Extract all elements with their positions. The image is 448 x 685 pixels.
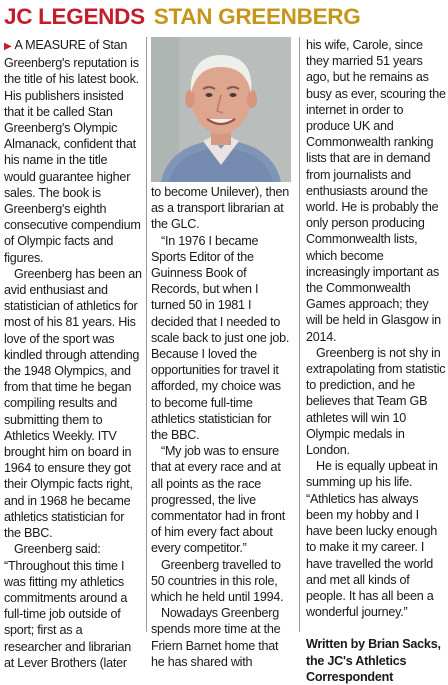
byline: Written by Brian Sacks, the JC's Athletics Correspondent <box>306 637 441 684</box>
paragraph: his wife, Carole, since they married 51 years ago, but he remains as busy as ever, scouring the internet in order to produce UK and Commonwealth ranking lists that are in demand from journalists and enthusiasts around the world. He is probably the only person producing Commonwealth lists, which become increasingly important as the Commonwealth Games approach; they will be held in Glasgow in 2014. <box>306 38 446 344</box>
paragraph: Nowadays Greenberg spends more time at the Friern Barnet home that he has shared with <box>151 606 281 669</box>
paragraph <box>4 37 142 266</box>
article-title: STAN GREENBERG <box>153 4 361 29</box>
paragraph: to become Unilever), then as a transport librarian at the GLC. <box>151 185 289 232</box>
article-column-2 <box>151 184 291 670</box>
column-divider <box>146 37 147 632</box>
paragraph: Greenberg is not shy in extrapolating from statistic to prediction, and he believes that Team GB athletes will win 10 Olympic medals in London. <box>306 345 446 458</box>
section-label: JC LEGENDS <box>4 4 145 29</box>
paragraph: Greenberg travelled to 50 countries in this role, which he held until 1994. <box>151 557 284 605</box>
article-column-3 <box>306 37 448 685</box>
paragraph: Greenberg said: “Throughout this time I was fitting my athletics commitments around a full-time job outside of sport; first as a researcher and librarian at Lever Brothers (later <box>4 542 132 670</box>
page-header <box>4 2 444 32</box>
arrow-icon: ▶ <box>4 41 12 52</box>
paragraph: Greenberg has been an avid enthusiast and statistician of athletics for most of his 81 years. His love of the sport was kindled through attending the 1948 Olympics, and from that time he began compiling results and submitting them to Athletics Weekly. ITV brought him on board in 1964 to ensure they got their Olympic facts right, and in 1968 he became athletics statistician for the BBC. <box>4 266 142 541</box>
article-column-1 <box>4 37 142 671</box>
paragraph: He is equally upbeat in summing up his life. “Athletics has always been my hobby and I have been lucky enough to make it my career. I have travelled the world and met all kinds of people. It has all been a wonderful journey.” <box>306 459 438 620</box>
paragraph: “In 1976 I became Sports Editor of the Guinness Book of Records, but when I turned 50 in 1981 I decided that I needed to scale back to just one job. Because I loved the opportunities for travel it afforded, my choice was to become full-time athletics statistician for the BBC. <box>151 233 290 443</box>
portrait-photo <box>151 37 291 182</box>
portrait-illustration <box>151 37 291 182</box>
column-divider <box>299 37 300 632</box>
paragraph: “My job was to ensure that at every race and at all points as the race progressed, the live commentator had in front of him every fact about every competitor.” <box>151 444 286 556</box>
lead-paragraph-text: A MEASURE of Stan Greenberg's reputation is the title of his latest book. His publishers insisted that it be called Stan Greenberg's Olympic Almanack, confident that his name in the title would guarantee higher sales. The book is Greenberg's eighth consecutive compendium of Olympic facts and figures. <box>4 38 141 265</box>
